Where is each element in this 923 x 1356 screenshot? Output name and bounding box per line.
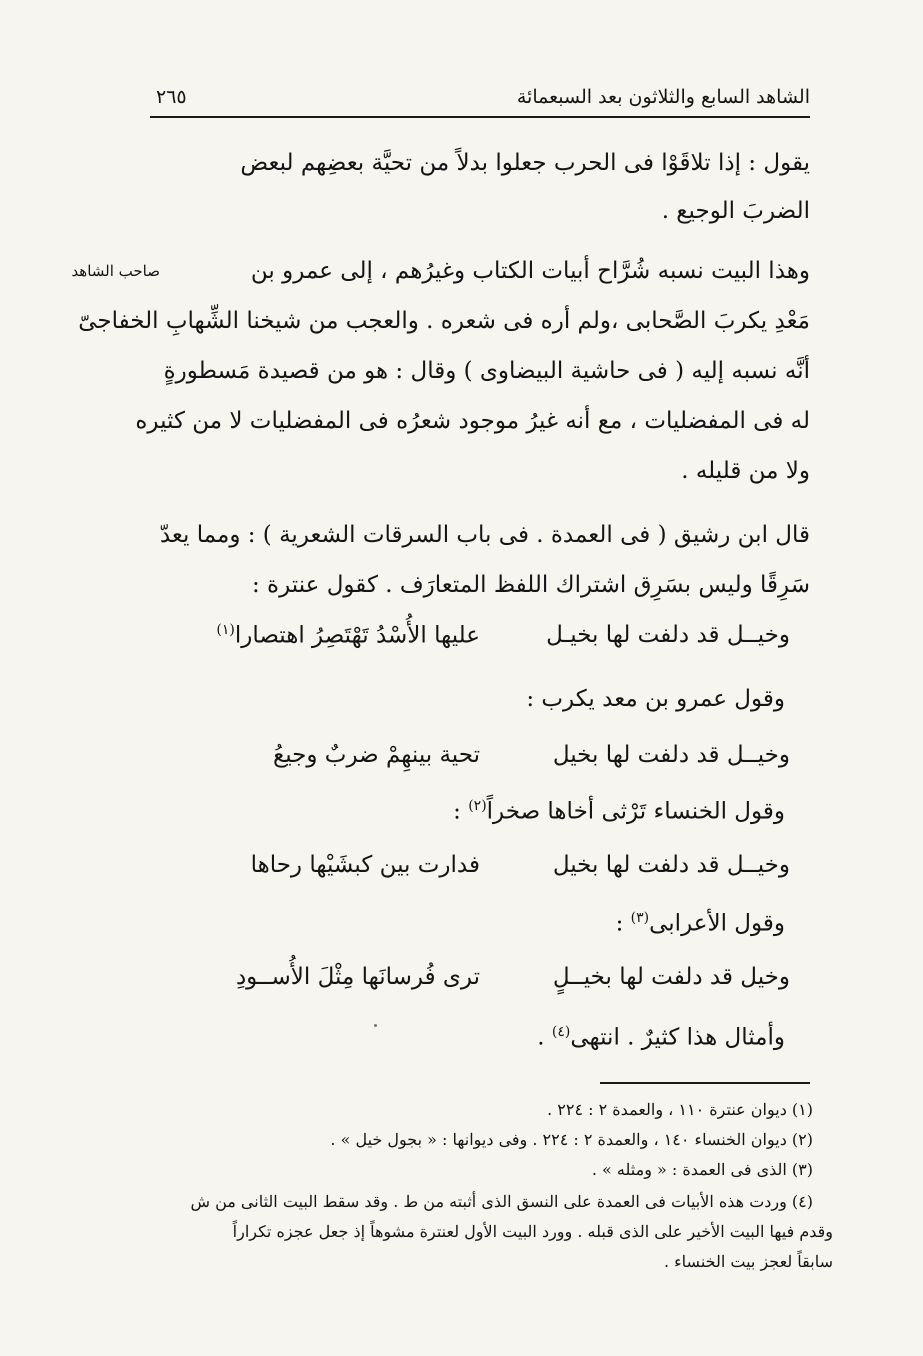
- page-number: ٢٦٥: [156, 86, 187, 108]
- verse-1: [190, 622, 790, 662]
- footnote-4-cont: وقدم فيها البيت الأخير على الذى قبله . وورد البيت الأول لعنترة مشوهاً إذ جعل عجزه تكراراً: [232, 1222, 833, 1241]
- text-line: سَرِقًا وليس بسَرِق اشتراك اللفظ المتعارَف . كقول عنترة :: [252, 572, 810, 598]
- footnote-rule: [600, 1082, 810, 1084]
- verse-2: [190, 742, 790, 782]
- running-title: الشاهد السابع والثلاثون بعد السبعمائة: [516, 86, 810, 108]
- text-line: الضربَ الوجيع .: [661, 198, 810, 224]
- verse-second-hemistich: عليها الأُسْدُ تَهْتَصِرُ اهتصارا$^{(١)}$: [216, 622, 480, 649]
- verse-first-hemistich: وخيل قد دلفت لها بخيــلٍ: [552, 964, 790, 990]
- closing-line: وأمثال هذا كثيرٌ . انتهى$^{(٤)}$ .: [537, 1024, 785, 1051]
- verse-first-hemistich: وخيــل قد دلفت لها بخيل: [552, 852, 790, 878]
- footnote-4: (٤) وردت هذه الأبيات فى العمدة على النسق الذى أثبته من ط . وقد سقط البيت الثانى من ش: [190, 1192, 813, 1211]
- verse-second-hemistich: ترى فُرسانَها مِثْلَ الأُســودِ: [235, 964, 480, 990]
- text-line: قال ابن رشيق ( فى العمدة . فى باب السرقات الشعرية ) : ومما يعدّ: [159, 522, 810, 548]
- footnote-2: (٢) ديوان الخنساء ١٤٠ ، والعمدة ٢ : ٢٢٤ . وفى ديوانها : « بجول خيل » .: [330, 1130, 813, 1149]
- footnote-ref: (١): [216, 622, 235, 638]
- footnote-ref: (٢): [468, 798, 487, 814]
- footnote-ref: (٣): [630, 910, 650, 926]
- text-line: ولا من قليله .: [681, 458, 810, 484]
- footnote-4-cont: سابقاً لعجز بيت الخنساء .: [663, 1252, 833, 1271]
- text-line: له فى المفضليات ، مع أنه غيرُ موجود شعرُه فى المفضليات لا من كثيره: [135, 408, 810, 434]
- footnote-3: (٣) الذى فى العمدة : « ومثله » .: [591, 1160, 813, 1179]
- margin-note: صاحب الشاهد: [71, 262, 160, 280]
- paragraph-3: [155, 522, 810, 612]
- page-header: [150, 84, 810, 114]
- text-line: مَعْدِ يكربَ الصَّحابى ،ولم أره فى شعره . والعجب من شيخنا الشِّهابِ الخفاجىّ: [78, 308, 810, 334]
- verse-3: [190, 852, 790, 892]
- text-line: أنَّه نسبه إليه ( فى حاشية البيضاوى ) وقال : هو من قصيدة مَسطورةٍ: [163, 358, 810, 384]
- verse-second-hemistich: فدارت بين كبشَيْها رحاها: [250, 852, 480, 878]
- verse-first-hemistich: وخيــل قد دلفت لها بخيـل: [546, 622, 790, 648]
- quote-intro: وقول عمرو بن معد يكرب :: [526, 686, 785, 712]
- quote-intro: وقول الأعرابى$^{(٣)}$ :: [615, 910, 785, 937]
- verse-second-hemistich: تحية بينهِمْ ضربٌ وجيعُ: [272, 742, 480, 768]
- footnote-ref: (٤): [551, 1024, 571, 1040]
- quote-intro: وقول الخنساء تَرْثى أخاها صخراً$^{(٢)}$ :: [453, 798, 785, 825]
- footnote-1: (١) ديوان عنترة ١١٠ ، والعمدة ٢ : ٢٢٤ .: [547, 1100, 813, 1119]
- text-line: وهذا البيت نسبه شُرَّاح أبيات الكتاب وغيرُهم ، إلى عمرو بن: [250, 258, 810, 284]
- print-speck: [374, 1024, 377, 1027]
- verse-4: [190, 964, 790, 1004]
- paragraph-1: [155, 150, 810, 240]
- text-line: يقول : إذا تلاقَوْا فى الحرب جعلوا بدلاً من تحيَّة بعضِهم لبعض: [240, 150, 810, 176]
- verse-first-hemistich: وخيــل قد دلفت لها بخيل: [552, 742, 790, 768]
- header-rule: [150, 116, 810, 118]
